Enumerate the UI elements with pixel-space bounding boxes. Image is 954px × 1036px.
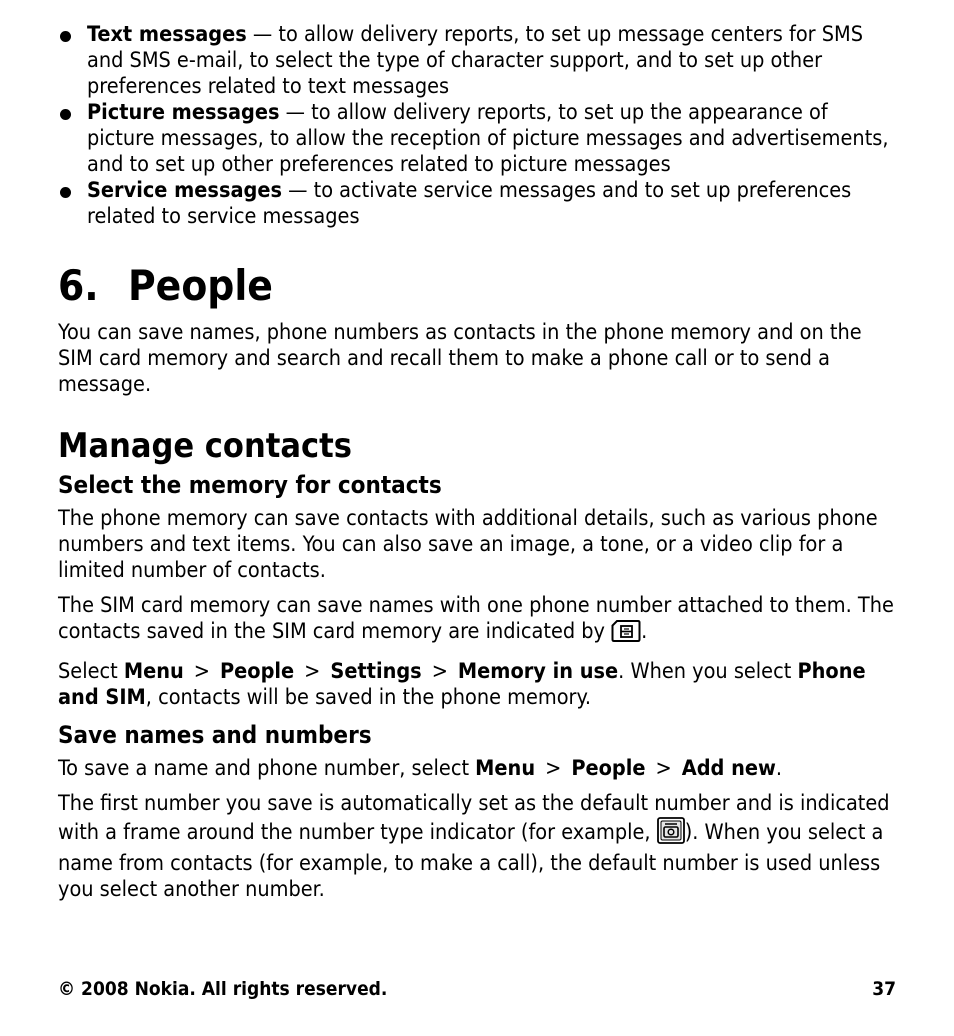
path-separator: > — [545, 756, 562, 781]
message-settings-list — [58, 22, 898, 230]
menu-path-item: Add new — [681, 756, 776, 781]
bullet-term: Picture messages — [87, 100, 280, 125]
option-name: Phone and SIM — [58, 659, 866, 710]
chapter-name: People — [128, 261, 273, 310]
menu-path-item: Menu — [123, 659, 184, 684]
menu-path-item: People — [219, 659, 295, 684]
list-item — [58, 178, 898, 230]
section-title: Manage contacts — [58, 426, 352, 466]
page-content — [58, 22, 898, 912]
subsection-title: Save names and numbers — [58, 721, 372, 749]
text-middle: . When you select — [618, 659, 798, 684]
bullet-desc: — to allow delivery reports, to set up the appearance of picture messages, to allow the reception of picture messages and advertisements, and to set up other preferences related to picture messages — [87, 100, 889, 177]
menu-path-item: Memory in use — [457, 659, 619, 684]
list-item — [58, 22, 898, 100]
paragraph — [58, 659, 898, 711]
paragraph-text: ). When you select a name from contacts (for example, to make a call), the default number is used unless you select another number. — [58, 820, 884, 902]
menu-path-item: People — [571, 756, 646, 781]
copyright-notice: © 2008 Nokia. All rights reserved. — [58, 978, 388, 1000]
menu-path-item: Menu — [475, 756, 536, 781]
bullet-term: Text messages — [87, 22, 247, 47]
path-separator: > — [193, 659, 210, 684]
chapter-number: 6. — [58, 261, 99, 310]
text-prefix: Select — [58, 659, 124, 684]
default-number-frame-icon — [657, 817, 685, 851]
path-separator: > — [431, 659, 448, 684]
page-number: 37 — [872, 978, 896, 1000]
path-separator: > — [304, 659, 321, 684]
paragraph — [58, 791, 898, 903]
chapter-intro: You can save names, phone numbers as contacts in the phone memory and on the SIM card memory and search and recall them to make a phone call or to send a message. — [58, 320, 862, 397]
bullet-term: Service messages — [87, 178, 282, 203]
list-item — [58, 100, 898, 178]
bullet-desc: — to allow delivery reports, to set up message centers for SMS and SMS e-mail, to select the type of character support, and to set up other preferences related to text messages — [87, 22, 864, 99]
paragraph-text: The SIM card memory can save names with one phone number attached to them. The contacts saved in the SIM card memory are indicated by — [58, 593, 894, 644]
paragraph — [58, 593, 898, 650]
menu-path-item: Settings — [330, 659, 422, 684]
subsection-title: Select the memory for contacts — [58, 471, 442, 499]
paragraph-text: The first number you save is automatically set as the default number and is indicated with a frame around the number type indicator (for example, — [58, 791, 890, 845]
bullet-desc: — to activate service messages and to set up preferences related to service messages — [87, 178, 852, 229]
text-suffix: , contacts will be saved in the phone memory. — [145, 685, 592, 710]
text-suffix: . — [775, 756, 783, 781]
sim-card-icon — [611, 619, 641, 650]
text-prefix: To save a name and phone number, select — [58, 756, 476, 781]
paragraph: The phone memory can save contacts with additional details, such as various phone numbers and text items. You can also save an image, a tone, or a video clip for a limited number of contacts. — [58, 506, 878, 583]
paragraph-end: . — [641, 619, 648, 644]
page-footer — [58, 978, 896, 1000]
path-separator: > — [655, 756, 672, 781]
chapter-title — [58, 262, 898, 310]
paragraph — [58, 756, 898, 782]
